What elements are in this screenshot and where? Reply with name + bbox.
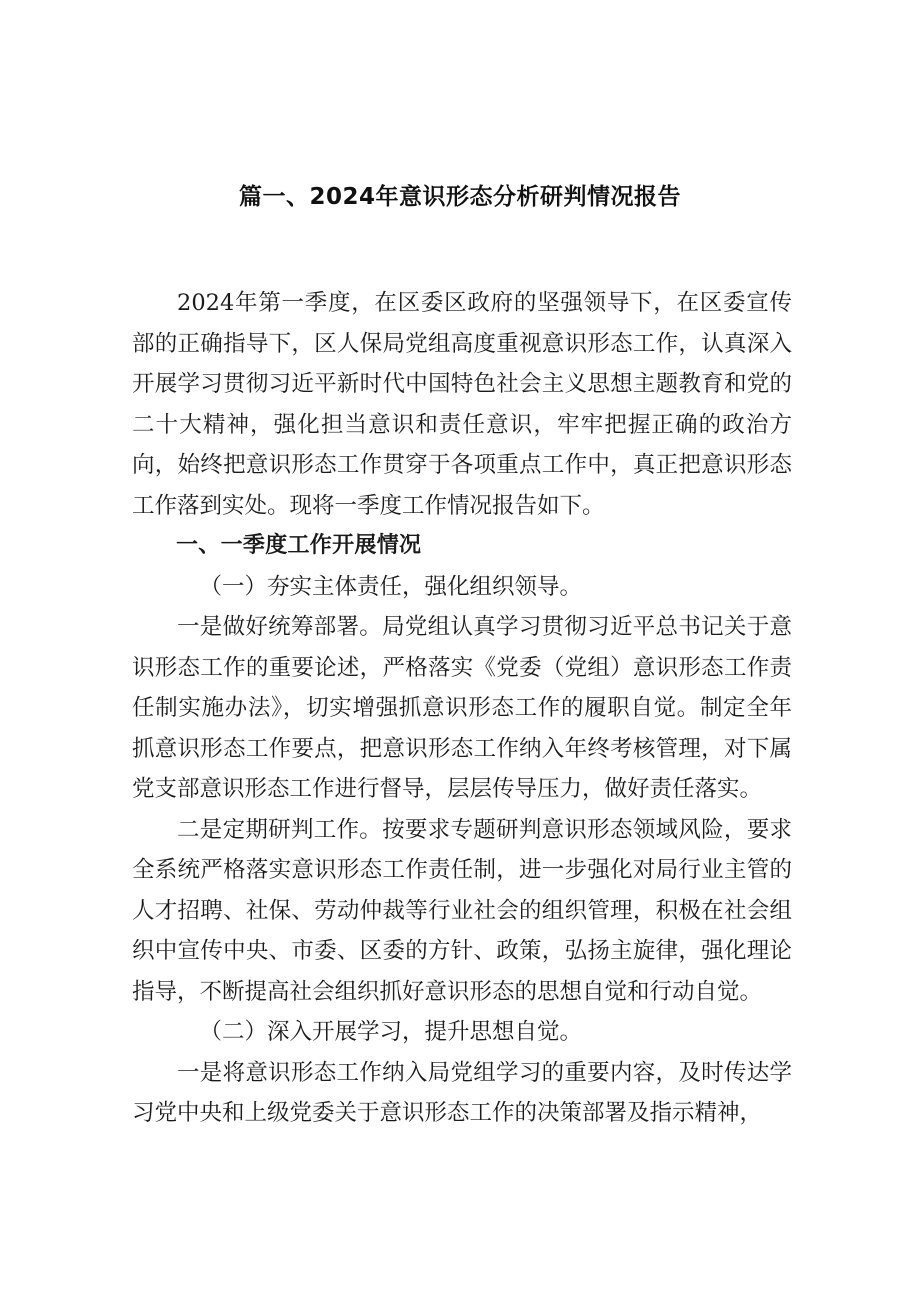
intro-paragraph: 2024年第一季度，在区委区政府的坚强领导下，在区委宣传部的正确指导下，区人保局党组高度重视意识形态工作，认真深入开展学习贯彻习近平新时代中国特色社会主义思想主题教育和党的二十大精神，强化担当意识和责任意识，牢牢把握正确的政治方向，始终把意识形态工作贯穿于各项重点工作中，真正把意识形态工作落到实处。现将一季度工作情况报告如下。 (132, 290, 792, 519)
section-heading-1: 一、一季度工作开展情况 (176, 533, 422, 558)
document-title: 篇一、2024年意识形态分析研判情况报告 (238, 184, 681, 210)
body-paragraph: 一是做好统筹部署。局党组认真学习贯彻习近平总书记关于意识形态工作的重要论述，严格落实《党委（党组）意识形态工作责任制实施办法》，切实增强抓意识形态工作的履职自觉。制定全年抓意识形态工作要点，把意识形态工作纳入年终考核管理，对下属党支部意识形态工作进行督导，层层传导压力，做好责任落实。 (132, 614, 792, 802)
body-paragraph: 一是将意识形态工作纳入局党组学习的重要内容，及时传达学习党中央和上级党委关于意识形态工作的决策部署及指示精神， (132, 1059, 792, 1126)
document-body (132, 283, 792, 1134)
subsection-heading-1: （一）夯实主体责任，强化组织领导。 (199, 573, 583, 600)
subsection-heading-2: （二）深入开展学习，提升思想自觉。 (199, 1019, 583, 1045)
body-paragraph: 二是定期研判工作。按要求专题研判意识形态领域风险，要求全系统严格落实意识形态工作责任制，进一步强化对局行业主管的人才招聘、社保、劳动仲裁等行业社会的组织管理，积极在社会组织中宣传中央、市委、区委的方针、政策，弘扬主旋律，强化理论指导，不断提高社会组织抓好意识形态的思想自觉和行动自觉。 (132, 816, 792, 1005)
